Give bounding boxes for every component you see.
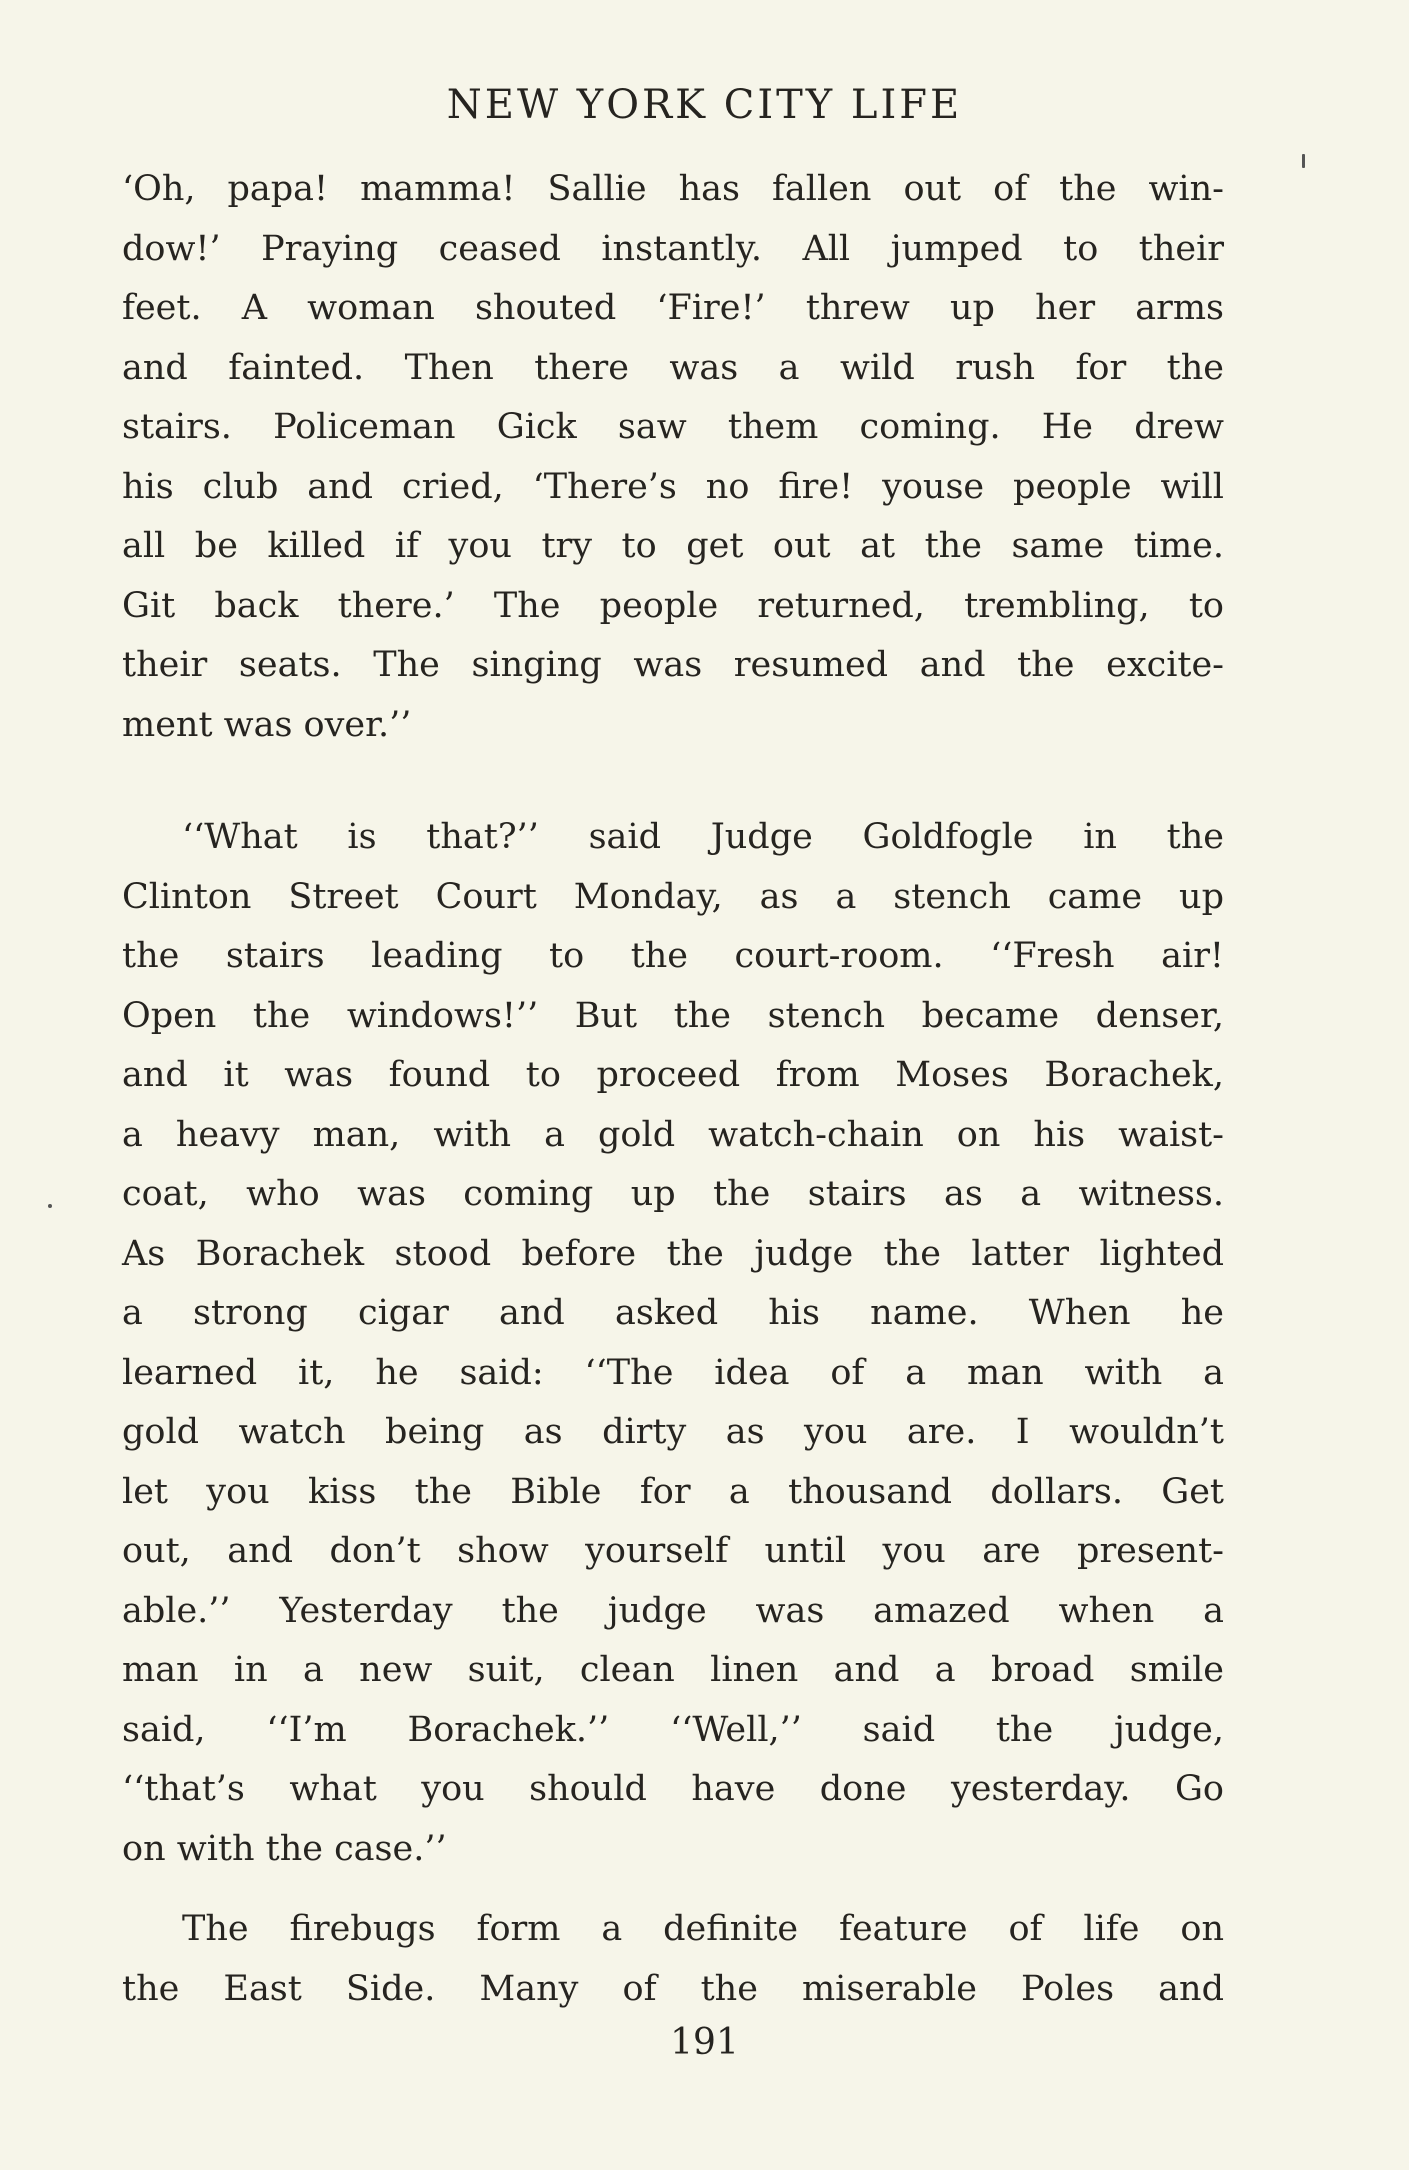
text-line: out, and don’t show yourself until you are present- bbox=[122, 1531, 1224, 1571]
paragraph-2 bbox=[122, 808, 1224, 1879]
text-line: all be killed if you try to get out at the same time. bbox=[122, 526, 1224, 566]
text-line: and it was found to proceed from Moses Borachek, bbox=[122, 1055, 1224, 1095]
text-line: and fainted. Then there was a wild rush for the bbox=[122, 347, 1224, 388]
text-line: their seats. The singing was resumed and the excite- bbox=[122, 645, 1224, 685]
text-line: man in a new suit, clean linen and a broad smile bbox=[122, 1650, 1224, 1690]
text-line: ‘‘that’s what you should have done yesterday. Go bbox=[122, 1769, 1224, 1809]
text-line: the East Side. Many of the miserable Poles and bbox=[122, 1968, 1224, 2009]
page-number: 191 bbox=[670, 2022, 739, 2063]
text-line: Open the windows!’’ But the stench became denser, bbox=[122, 995, 1224, 1036]
text-line: learned it, he said: ‘‘The idea of a man with a bbox=[122, 1352, 1224, 1393]
text-line: a strong cigar and asked his name. When he bbox=[122, 1293, 1224, 1333]
text-line: ment was over.’’ bbox=[122, 704, 412, 745]
text-line: said, ‘‘I’m Borachek.’’ ‘‘Well,’’ said the judge, bbox=[122, 1709, 1224, 1750]
text-line: dow!’ Praying ceased instantly. All jumped to their bbox=[122, 228, 1224, 269]
text-line: As Borachek stood before the judge the latter lighted bbox=[122, 1233, 1224, 1274]
text-line: on with the case.’’ bbox=[122, 1828, 447, 1869]
text-line: let you kiss the Bible for a thousand dollars. Get bbox=[122, 1471, 1224, 1512]
text-line: Clinton Street Court Monday, as a stench came up bbox=[122, 876, 1224, 917]
text-line: ‘‘What is that?’’ said Judge Goldfogle in the bbox=[182, 817, 1224, 857]
text-line: coat, who was coming up the stairs as a witness. bbox=[122, 1174, 1224, 1214]
text-line: a heavy man, with a gold watch-chain on his waist- bbox=[122, 1114, 1224, 1155]
paragraph-3 bbox=[122, 1900, 1224, 2019]
text-line: gold watch being as dirty as you are. I wouldn’t bbox=[122, 1412, 1224, 1452]
ink-speck bbox=[48, 1204, 52, 1208]
text-line: his club and cried, ‘There’s no fire! youse people will bbox=[122, 466, 1224, 507]
text-line: stairs. Policeman Gick saw them coming. He drew bbox=[122, 407, 1224, 447]
text-line: ‘Oh, papa! mamma! Sallie has fallen out of the win- bbox=[122, 169, 1224, 209]
text-line: The firebugs form a definite feature of life on bbox=[182, 1909, 1224, 1949]
text-line: Git back there.’ The people returned, trembling, to bbox=[122, 585, 1224, 626]
text-line: the stairs leading to the court-room. ‘‘Fresh air! bbox=[122, 936, 1224, 976]
paragraph-1 bbox=[122, 160, 1224, 755]
text-line: feet. A woman shouted ‘Fire!’ threw up her arms bbox=[122, 288, 1224, 328]
running-head: NEW YORK CITY LIFE bbox=[446, 82, 963, 128]
text-line: able.’’ Yesterday the judge was amazed when a bbox=[122, 1590, 1224, 1631]
ink-speck bbox=[1302, 154, 1305, 168]
